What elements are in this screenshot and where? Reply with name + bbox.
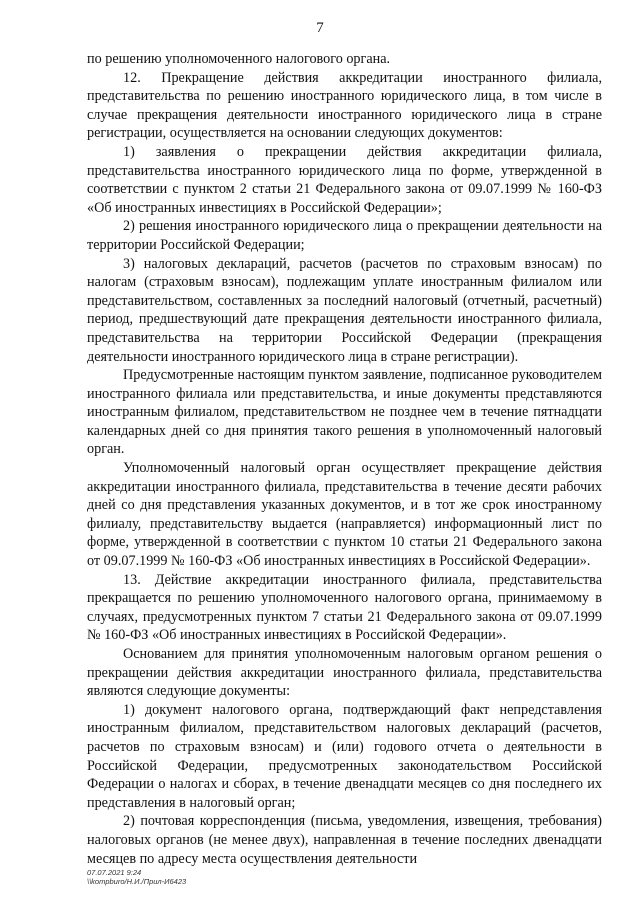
paragraph-submission-terms: Предусмотренные настоящим пунктом заявление, подписанное руководителем иностранного филиала или представительства, и иные документы представляются иностранным филиалом, представительством не позднее чем в течение пятнадцати календарных дней со дня принятия такого решения в уполномоченный налоговый орган.	[87, 367, 602, 458]
paragraph-grounds-2: 2) почтовая корреспонденция (письма, уведомления, извещения, требования) налоговых органов (не менее двух), направленная в течение последних двенадцати месяцев по адресу места осуществления деятельности	[87, 813, 602, 867]
paragraph-grounds: Основанием для принятия уполномоченным налоговым органом решения о прекращении действия аккредитации иностранного филиала, представительства являются следующие документы:	[87, 646, 602, 700]
paragraph-grounds-1: 1) документ налогового органа, подтверждающий факт непредставления иностранным филиалом, представительством налоговых деклараций (расчетов, расчетов по страховым взносам) и (или) годового отчета о деятельности в Российской Федерации, предусмотренных законодательством Российской Федерации о налогах и сборах, в течение двенадцати месяцев со дня последнего их представления в налоговый орган;	[87, 701, 602, 811]
paragraph-item-13: 13. Действие аккредитации иностранного филиала, представительства прекращается по решению уполномоченного налогового органа, принимаемому в случаях, предусмотренных пунктом 7 статьи 21 Федерального закона от 09.07.1999 № 160-ФЗ «Об иностранных инвестициях в Российской Федерации».	[87, 571, 602, 644]
paragraph-subitem-3: 3) налоговых деклараций, расчетов (расчетов по страховым взносам) по налогам (страховым взносам), подлежащим уплате иностранным филиалом или представительством, составленных за последний налоговый (отчетный, расчетный) период, предшествующий дате прекращения деятельности иностранного филиала, представительства на территории Российской Федерации (прекращения деятельности иностранного юридического лица в стране регистрации).	[87, 255, 602, 365]
paragraph-continuation: по решению уполномоченного налогового органа.	[87, 51, 391, 67]
paragraph-item-12: 12. Прекращение действия аккредитации иностранного филиала, представительства по решению иностранного юридического лица, в том числе в случае прекращения деятельности иностранного юридического лица в стране регистрации, осуществляется на основании следующих документов:	[87, 69, 602, 142]
paragraph-subitem-1: 1) заявления о прекращении действия аккредитации филиала, представительства иностранного юридического лица по форме, утвержденной в соответствии с пунктом 2 статьи 21 Федерального закона от 09.07.1999 № 160-ФЗ «Об иностранных инвестициях в Российской Федерации»;	[87, 143, 602, 216]
document-body	[87, 50, 602, 868]
footer-file-path: \\kompburo/Н.И./Прил-И6423	[87, 877, 187, 886]
paragraph-termination-procedure: Уполномоченный налоговый орган осуществляет прекращение действия аккредитации иностранного филиала, представительства в течение десяти рабочих дней со дня представления указанных документов, и в тот же срок иностранному филиалу, представительству выдается (направляется) информационный лист по форме, утвержденной в соответствии с пунктом 10 статьи 21 Федерального закона от 09.07.1999 № 160-ФЗ «Об иностранных инвестициях в Российской Федерации».	[87, 460, 602, 570]
paragraph-subitem-2: 2) решения иностранного юридического лица о прекращении деятельности на территории Российской Федерации;	[87, 218, 602, 253]
page-number: 7	[316, 20, 324, 36]
footer-date: 07.07.2021 9:24	[87, 868, 142, 877]
document-footer	[87, 868, 186, 886]
